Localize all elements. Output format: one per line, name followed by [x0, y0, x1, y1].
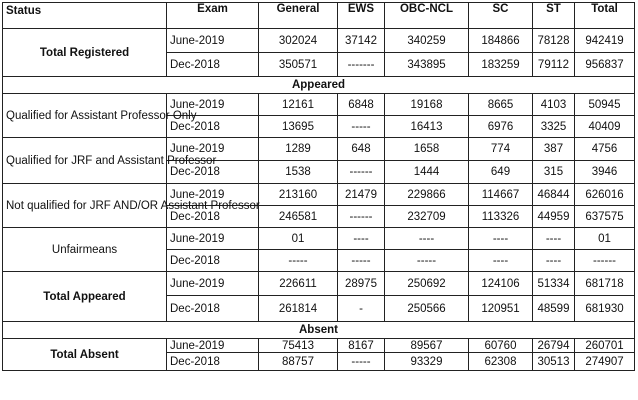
ews-cell: ------ [338, 206, 385, 228]
total-cell: 01 [575, 228, 635, 250]
sc-cell: 774 [469, 138, 533, 161]
total-cell: 956837 [575, 53, 635, 77]
exam-cell: Dec-2018 [167, 250, 259, 272]
general-cell: 350571 [259, 53, 338, 77]
obc-ncl-cell: 19168 [385, 94, 469, 116]
exam-cell: June-2019 [167, 138, 259, 161]
header-total: Total [575, 3, 635, 29]
exam-cell: June-2019 [167, 272, 259, 296]
ews-cell: 8167 [338, 339, 385, 353]
status-total-registered: Total Registered [3, 29, 167, 77]
section-row-absent [3, 322, 635, 339]
total-cell: 626016 [575, 184, 635, 206]
obc-ncl-cell: ----- [385, 250, 469, 272]
exam-cell: June-2019 [167, 94, 259, 116]
obc-ncl-cell: 16413 [385, 116, 469, 138]
sc-cell: 114667 [469, 184, 533, 206]
exam-cell: Dec-2018 [167, 161, 259, 184]
exam-cell: June-2019 [167, 184, 259, 206]
status-total-appeared: Total Appeared [3, 272, 167, 322]
sc-cell: 183259 [469, 53, 533, 77]
total-cell: 942419 [575, 29, 635, 53]
header-general: General [259, 3, 338, 29]
table-row [3, 138, 635, 161]
obc-ncl-cell: 340259 [385, 29, 469, 53]
general-cell: 75413 [259, 339, 338, 353]
st-cell: 78128 [533, 29, 575, 53]
general-cell: 13695 [259, 116, 338, 138]
total-cell: 4756 [575, 138, 635, 161]
general-cell: 12161 [259, 94, 338, 116]
exam-cell: Dec-2018 [167, 296, 259, 322]
st-cell: 44959 [533, 206, 575, 228]
total-cell: 260701 [575, 339, 635, 353]
sc-cell: 6976 [469, 116, 533, 138]
table-row [3, 29, 635, 53]
obc-ncl-cell: ---- [385, 228, 469, 250]
table-row [3, 228, 635, 250]
exam-cell: Dec-2018 [167, 206, 259, 228]
header-row [3, 3, 635, 29]
exam-cell: Dec-2018 [167, 53, 259, 77]
sc-cell: 124106 [469, 272, 533, 296]
obc-ncl-cell: 343895 [385, 53, 469, 77]
section-title-absent: Absent [3, 322, 635, 339]
obc-ncl-cell: 250692 [385, 272, 469, 296]
st-cell: 51334 [533, 272, 575, 296]
sc-cell: 184866 [469, 29, 533, 53]
st-cell: ---- [533, 228, 575, 250]
section-title-appeared: Appeared [3, 77, 635, 94]
ews-cell: ----- [338, 116, 385, 138]
status-not-qualified: Not qualified for JRF AND/OR Assistant Professor [3, 184, 167, 228]
general-cell: 226611 [259, 272, 338, 296]
ews-cell: ----- [338, 353, 385, 371]
general-cell: 1289 [259, 138, 338, 161]
ews-cell: ---- [338, 228, 385, 250]
sc-cell: 649 [469, 161, 533, 184]
ews-cell: ------ [338, 161, 385, 184]
general-cell: ----- [259, 250, 338, 272]
obc-ncl-cell: 1658 [385, 138, 469, 161]
st-cell: ---- [533, 250, 575, 272]
exam-cell: Dec-2018 [167, 116, 259, 138]
st-cell: 387 [533, 138, 575, 161]
header-status: Status [3, 3, 167, 29]
status-qualified-jrf-and-assistant-professor: Qualified for JRF and Assistant Professor [3, 138, 167, 184]
sc-cell: 60760 [469, 339, 533, 353]
header-exam: Exam [167, 3, 259, 29]
ews-cell: - [338, 296, 385, 322]
table-row [3, 272, 635, 296]
ews-cell: ----- [338, 250, 385, 272]
total-cell: ------ [575, 250, 635, 272]
obc-ncl-cell: 93329 [385, 353, 469, 371]
st-cell: 3325 [533, 116, 575, 138]
exam-cell: June-2019 [167, 29, 259, 53]
general-cell: 1538 [259, 161, 338, 184]
status-unfairmeans: Unfairmeans [3, 228, 167, 272]
general-cell: 261814 [259, 296, 338, 322]
obc-ncl-cell: 232709 [385, 206, 469, 228]
total-cell: 681718 [575, 272, 635, 296]
sc-cell: 113326 [469, 206, 533, 228]
general-cell: 88757 [259, 353, 338, 371]
total-cell: 681930 [575, 296, 635, 322]
sc-cell: 62308 [469, 353, 533, 371]
sc-cell: 120951 [469, 296, 533, 322]
sc-cell: 8665 [469, 94, 533, 116]
general-cell: 01 [259, 228, 338, 250]
table-row [3, 94, 635, 116]
st-cell: 4103 [533, 94, 575, 116]
status-total-absent: Total Absent [3, 339, 167, 371]
st-cell: 315 [533, 161, 575, 184]
header-obc-ncl: OBC-NCL [385, 3, 469, 29]
general-cell: 302024 [259, 29, 338, 53]
header-st: ST [533, 3, 575, 29]
section-row-appeared [3, 77, 635, 94]
table-row [3, 184, 635, 206]
exam-cell: June-2019 [167, 339, 259, 353]
ews-cell: 648 [338, 138, 385, 161]
obc-ncl-cell: 89567 [385, 339, 469, 353]
ews-cell: 28975 [338, 272, 385, 296]
total-cell: 50945 [575, 94, 635, 116]
ews-cell: 21479 [338, 184, 385, 206]
header-sc: SC [469, 3, 533, 29]
results-table [2, 2, 635, 371]
total-cell: 40409 [575, 116, 635, 138]
total-cell: 3946 [575, 161, 635, 184]
header-ews: EWS [338, 3, 385, 29]
exam-cell: June-2019 [167, 228, 259, 250]
total-cell: 637575 [575, 206, 635, 228]
general-cell: 246581 [259, 206, 338, 228]
obc-ncl-cell: 1444 [385, 161, 469, 184]
table-row [3, 339, 635, 353]
obc-ncl-cell: 229866 [385, 184, 469, 206]
obc-ncl-cell: 250566 [385, 296, 469, 322]
ews-cell: 37142 [338, 29, 385, 53]
status-qualified-assistant-professor: Qualified for Assistant Professor Only [3, 94, 167, 138]
st-cell: 30513 [533, 353, 575, 371]
st-cell: 48599 [533, 296, 575, 322]
st-cell: 46844 [533, 184, 575, 206]
sc-cell: ---- [469, 250, 533, 272]
total-cell: 274907 [575, 353, 635, 371]
st-cell: 26794 [533, 339, 575, 353]
ews-cell: 6848 [338, 94, 385, 116]
exam-cell: Dec-2018 [167, 353, 259, 371]
st-cell: 79112 [533, 53, 575, 77]
sc-cell: ---- [469, 228, 533, 250]
ews-cell: ------- [338, 53, 385, 77]
general-cell: 213160 [259, 184, 338, 206]
